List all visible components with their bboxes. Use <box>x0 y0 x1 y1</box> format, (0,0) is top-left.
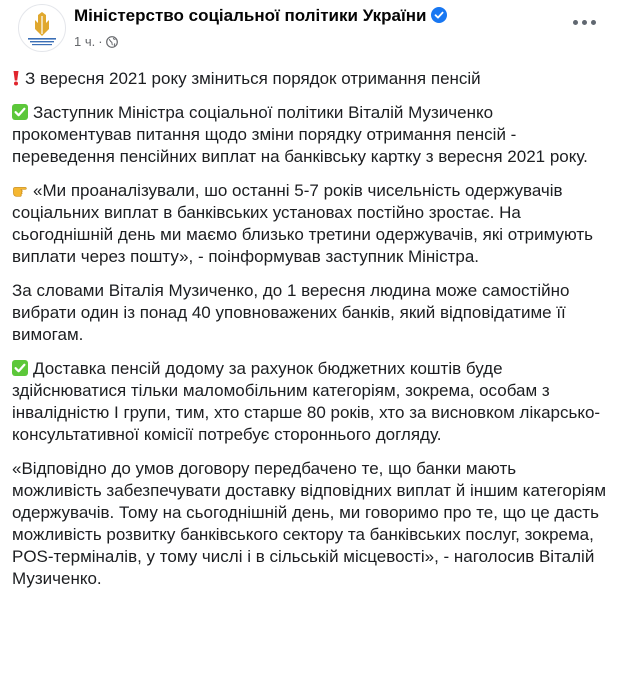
paragraph-text: З вересня 2021 року зміниться порядок отримання пенсій <box>25 69 481 88</box>
page-avatar[interactable] <box>18 4 66 52</box>
green-check-icon <box>12 360 28 376</box>
post-paragraph <box>12 358 608 446</box>
post-timestamp[interactable]: 1 ч. <box>74 34 96 49</box>
pointing-hand-icon <box>12 182 28 198</box>
post-paragraph <box>12 102 608 168</box>
more-dot <box>573 20 578 25</box>
post-text <box>12 68 608 590</box>
green-check-icon <box>12 104 28 120</box>
red-exclamation-icon <box>12 70 20 86</box>
paragraph-text: Заступник Міністра соціальної політики Віталій Музиченко прокоментував питання щодо зміни порядку отримання пенсій - переведення пенсійних виплат на банківську картку з вересня 2021 року. <box>12 103 588 166</box>
meta-separator: · <box>98 34 103 49</box>
post-paragraph <box>12 458 608 590</box>
verified-badge-icon <box>431 7 447 28</box>
paragraph-text: За словами Віталія Музиченко, до 1 вересня людина може самостійно вибрати один із понад 40 уповноважених банків, який відповідатиме її вимогам. <box>12 281 570 344</box>
paragraph-text: «Ми проаналізували, шо останні 5-7 років чисельність одержувачів соціальних виплат в банківських установах постійно зростає. На сьогоднішній день ми маємо близько третини одержувачів, які отримують виплати через пошту», - поінформував заступник Міністра. <box>12 181 593 266</box>
more-dot <box>582 20 587 25</box>
ministry-emblem-icon <box>19 5 65 51</box>
post-header <box>12 0 608 62</box>
globe-icon[interactable] <box>106 36 118 51</box>
post-paragraph <box>12 280 608 346</box>
post-paragraph <box>12 68 608 90</box>
paragraph-text: «Відповідно до умов договору передбачено те, що банки мають можливість забезпечувати доставку відповідних виплат й іншим категоріям одержувачів. Тому на сьогоднішній день, ми говоримо про те, що це дасть можливість розвитку банківського сектору та банківських послуг, зокрема, POS-терміналів, у тому числі і в сільській місцевості», - наголосив Віталій Музиченко. <box>12 459 607 588</box>
more-options-icon[interactable] <box>566 10 602 34</box>
page-name-link[interactable] <box>74 6 447 28</box>
post-meta <box>74 34 118 51</box>
more-dot <box>591 20 596 25</box>
post-paragraph <box>12 180 608 268</box>
paragraph-text: Доставка пенсій додому за рахунок бюджетних коштів буде здійснюватися тільки маломобільним категоріям, зокрема, особам з інвалідністю I групи, тим, хто старше 80 років, хто за висновком лікарсько-консультативної комісії потребує стороннього догляду. <box>12 359 601 444</box>
page-name[interactable]: Міністерство соціальної політики України <box>74 6 427 25</box>
